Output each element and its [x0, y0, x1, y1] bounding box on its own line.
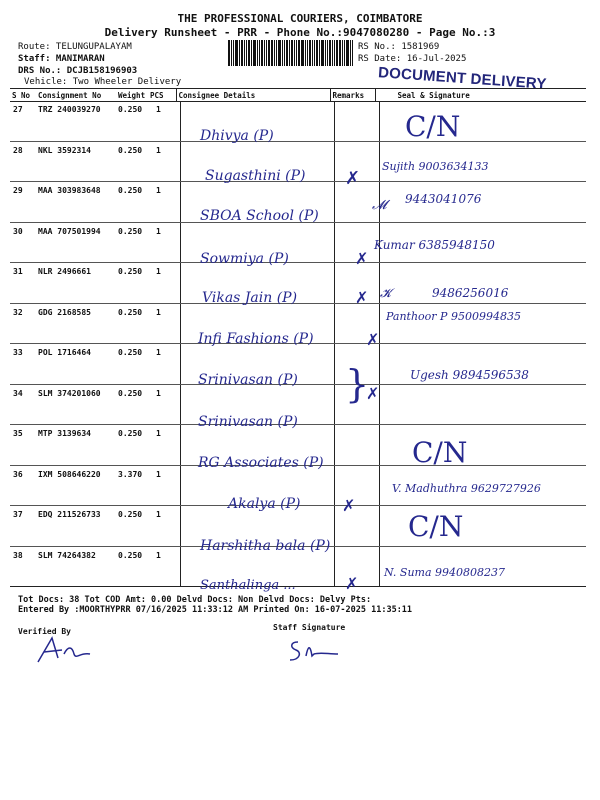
table-row — [10, 385, 586, 426]
row-weight: 0.250 — [118, 388, 143, 398]
row-consignment: POL 1716464 — [38, 348, 91, 357]
barcode-bar — [259, 40, 260, 66]
row-sno: 32 — [13, 307, 23, 317]
col-pcs-header: PCS — [148, 89, 176, 102]
table-row — [10, 223, 586, 264]
drs-number: DRS No.: DCJB158196903 — [18, 66, 138, 76]
remarks-cross-mark: ✗ — [345, 168, 361, 189]
col-seal-header: Seal & Signature — [375, 89, 586, 102]
col-consignment-header: Consignment No — [36, 89, 116, 102]
row-pcs: 1 — [156, 145, 161, 155]
barcode-bar — [346, 40, 349, 66]
barcode-bar — [233, 40, 234, 66]
row-sno: 28 — [13, 145, 23, 155]
barcode-bar — [296, 40, 297, 66]
row-pcs: 1 — [156, 105, 161, 114]
vehicle-text: Vehicle: Two Wheeler Delivery — [24, 77, 182, 87]
row-weight: 0.250 — [118, 186, 143, 195]
remarks-brace-mark: } — [345, 362, 370, 406]
barcode-bar — [307, 40, 308, 66]
barcode-bar — [282, 40, 283, 66]
verified-by-label: Verified By — [18, 627, 71, 636]
barcode-bar — [231, 40, 232, 66]
row-pcs: 1 — [156, 348, 161, 357]
row-sno: 27 — [13, 105, 23, 114]
barcode-bar — [336, 40, 338, 66]
handwritten-signature: C/N — [408, 510, 464, 543]
handwritten-signature: 𝓚 — [380, 286, 392, 300]
barcode-bar — [253, 40, 256, 66]
row-pcs: 1 — [156, 267, 161, 276]
document-delivery-stamp: DOCUMENT DELIVERY — [377, 64, 548, 93]
runsheet-table-header — [10, 88, 586, 102]
barcode-bar — [339, 40, 341, 66]
barcode-bar — [246, 40, 247, 66]
barcode-bar — [278, 40, 281, 66]
barcode-bar — [309, 40, 311, 66]
barcode-bar — [239, 40, 240, 66]
barcode-bar — [284, 40, 285, 66]
row-pcs: 1 — [156, 510, 161, 519]
barcode-bar — [305, 40, 306, 66]
staff-signature — [284, 636, 344, 664]
barcode-bar — [264, 40, 265, 66]
barcode-bar — [248, 40, 250, 66]
barcode-bar — [251, 40, 252, 66]
row-sno: 35 — [13, 429, 23, 438]
handwritten-consignee-name: Sugasthini (P) — [205, 168, 306, 184]
handwritten-consignee-name: Santhalinga ... — [200, 578, 296, 593]
barcode-bar — [312, 40, 313, 66]
barcode-bar — [241, 40, 243, 66]
runsheet-title: THE PROFESSIONAL COURIERS, COIMBATORE — [177, 12, 423, 25]
handwritten-consignee-name: Sowmiya (P) — [200, 251, 289, 267]
rs-number: RS No.: 1581969 — [358, 42, 440, 52]
runsheet-subtitle: Delivery Runsheet - PRR - Phone No.:9047080280 - Page No.:3 — [104, 26, 496, 39]
row-consignment: MAA 707501994 — [38, 226, 101, 236]
barcode-bar — [352, 40, 353, 66]
remarks-cross-mark: ✗ — [355, 288, 369, 307]
row-consignment: MAA 303983648 — [38, 186, 101, 195]
row-sno: 31 — [13, 267, 23, 276]
row-sno: 36 — [13, 469, 23, 479]
barcode-bar — [329, 40, 331, 66]
row-pcs: 1 — [156, 388, 161, 398]
row-pcs: 1 — [156, 186, 161, 195]
handwritten-consignee-name: SBOA School (P) — [200, 208, 319, 224]
row-weight: 0.250 — [118, 226, 143, 236]
row-consignment: EDQ 211526733 — [38, 510, 101, 519]
totals-line: Tot Docs: 38 Tot COD Amt: 0.00 Delvd Docs: Non Delvd Docs: Delvy Pts: — [18, 595, 372, 605]
remarks-cross-mark: ✗ — [366, 384, 380, 403]
barcode-bar — [332, 40, 333, 66]
barcode-bar — [319, 40, 320, 66]
barcode-bar — [271, 40, 273, 66]
row-consignment: SLM 374201060 — [38, 388, 101, 398]
barcode-bar — [266, 40, 267, 66]
staff-signature-label: Staff Signature — [273, 623, 346, 632]
barcode-bar — [289, 40, 290, 66]
row-weight: 3.370 — [118, 469, 143, 479]
barcode-bar — [334, 40, 335, 66]
row-weight: 0.250 — [118, 550, 143, 560]
handwritten-signature: Ugesh 9894596538 — [410, 368, 529, 382]
barcode-bar — [321, 40, 324, 66]
handwritten-signature: Sujith 9003634133 — [382, 160, 489, 173]
barcode-bar — [325, 40, 326, 66]
row-pcs: 1 — [156, 226, 161, 236]
handwritten-signature: V. Madhuthra 9629727926 — [392, 482, 541, 495]
barcode-bar — [244, 40, 245, 66]
col-weight-header: Weight — [116, 89, 148, 102]
barcode-bar — [298, 40, 300, 66]
staff-text: Staff: MANIMARAN — [18, 54, 105, 64]
remarks-cross-mark: ✗ — [342, 496, 356, 515]
row-consignment: MTP 3139634 — [38, 429, 91, 438]
handwritten-signature: 9443041076 — [405, 192, 482, 206]
barcode-bar — [314, 40, 315, 66]
handwritten-signature: C/N — [405, 110, 461, 143]
row-pcs: 1 — [156, 307, 161, 317]
barcode-bar — [268, 40, 270, 66]
route-text: Route: TELUNGUPALAYAM — [18, 42, 132, 52]
verified-by-signature — [34, 632, 94, 666]
row-consignment: SLM 74264382 — [38, 550, 96, 560]
row-weight: 0.250 — [118, 105, 143, 114]
handwritten-consignee-name: Dhivya (P) — [200, 128, 274, 144]
barcode-bar — [316, 40, 318, 66]
handwritten-consignee-name: Akalya (P) — [228, 496, 301, 512]
barcode-bar — [228, 40, 230, 66]
barcode-bar — [344, 40, 345, 66]
remarks-cross-mark: ✗ — [355, 249, 369, 268]
barcode-bar — [261, 40, 263, 66]
col-consignee-header: Consignee Details — [176, 89, 330, 102]
row-pcs: 1 — [156, 429, 161, 438]
row-sno: 29 — [13, 186, 23, 195]
row-pcs: 1 — [156, 550, 161, 560]
handwritten-consignee-name: Srinivasan (P) — [198, 414, 298, 430]
barcode-bar — [235, 40, 238, 66]
barcode-bar — [294, 40, 295, 66]
remarks-cross-mark: ✗ — [366, 330, 380, 349]
handwritten-consignee-name: Vikas Jain (P) — [202, 290, 298, 306]
entered-printed-line: Entered By :MOORTHYPRR 07/16/2025 11:33:12 AM Printed On: 16-07-2025 11:35:11 — [18, 605, 413, 615]
barcode-bar — [301, 40, 304, 66]
row-sno: 30 — [13, 226, 23, 236]
barcode-bar — [257, 40, 258, 66]
handwritten-consignee-name: RG Associates (P) — [198, 455, 324, 471]
row-weight: 0.250 — [118, 429, 143, 438]
barcode-bar — [291, 40, 293, 66]
table-row — [10, 101, 586, 142]
row-weight: 0.250 — [118, 307, 143, 317]
row-sno: 33 — [13, 348, 23, 357]
handwritten-consignee-name: Srinivasan (P) — [198, 372, 298, 388]
row-sno: 37 — [13, 510, 23, 519]
row-pcs: 1 — [156, 469, 161, 479]
col-remarks-header: Remarks — [330, 89, 375, 102]
rs-date: RS Date: 16-Jul-2025 — [358, 54, 467, 64]
handwritten-signature: N. Suma 9940808237 — [384, 566, 506, 579]
barcode-bar — [327, 40, 328, 66]
row-weight: 0.250 — [118, 267, 143, 276]
barcode — [228, 40, 354, 66]
row-consignment: NKL 3592314 — [38, 145, 91, 155]
row-consignment: TRZ 240039270 — [38, 105, 101, 114]
row-consignment: NLR 2496661 — [38, 267, 91, 276]
barcode-bar — [286, 40, 288, 66]
row-weight: 0.250 — [118, 510, 143, 519]
handwritten-signature: Panthoor P 9500994835 — [386, 310, 521, 323]
row-sno: 38 — [13, 550, 23, 560]
remarks-cross-mark: ✗ — [345, 574, 359, 593]
row-weight: 0.250 — [118, 145, 143, 155]
row-consignment: IXM 508646220 — [38, 469, 101, 479]
handwritten-signature: Kumar 6385948150 — [374, 238, 495, 252]
row-sno: 34 — [13, 388, 23, 398]
barcode-bar — [342, 40, 343, 66]
handwritten-signature: C/N — [412, 436, 468, 469]
barcode-bar — [350, 40, 351, 66]
handwritten-consignee-name: Infi Fashions (P) — [198, 331, 314, 347]
row-weight: 0.250 — [118, 348, 143, 357]
handwritten-signature: 9486256016 — [432, 286, 509, 300]
barcode-bar — [274, 40, 275, 66]
handwritten-consignee-name: Harshitha bala (P) — [200, 538, 331, 554]
row-consignment: GDG 2168585 — [38, 307, 91, 317]
col-sno-header: S No — [10, 89, 36, 102]
barcode-bar — [276, 40, 277, 66]
handwritten-signature: 𝓜 — [372, 198, 387, 213]
